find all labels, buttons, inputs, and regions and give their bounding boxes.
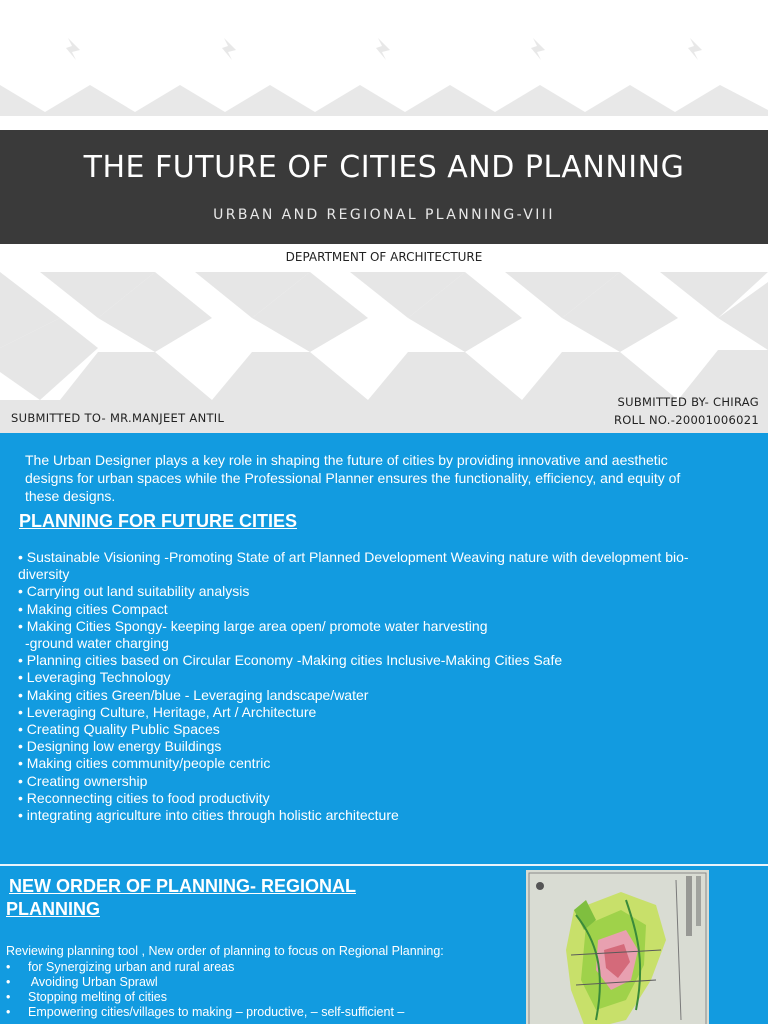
department-label: DEPARTMENT OF ARCHITECTURE (285, 250, 483, 264)
regional-intro: Reviewing planning tool , New order of planning to focus on Regional Planning: (6, 944, 444, 958)
submitted-to: SUBMITTED TO- MR.MANJEET ANTIL (11, 411, 225, 425)
intro-paragraph: The Urban Designer plays a key role in shaping the future of cities by providing innovative and aesthetic designs for urban spaces while the Professional Planner ensures the functionality, efficiency, and equity of these designs. (25, 452, 681, 504)
list-item: • Making Cities Spongy- keeping large area open/ promote water harvesting (18, 617, 488, 634)
bullet-glyph: • (6, 960, 11, 974)
roll-number: ROLL NO.-20001006021 (614, 413, 759, 427)
list-item: • Making cities Compact (18, 600, 168, 617)
section-heading (6, 875, 426, 921)
bullet-glyph: • (6, 975, 11, 989)
list-item: • Creating Quality Public Spaces (18, 721, 220, 738)
section-heading: PLANNING FOR FUTURE CITIES (19, 511, 297, 531)
regional-bullet-list (6, 960, 404, 1020)
list-item: • Reconnecting cities to food productivity (18, 789, 270, 806)
planning-bullet-list (18, 549, 738, 824)
title-band (0, 130, 768, 244)
list-item: • Sustainable Visioning -Promoting State of art Planned Development Weaving nature with development bio-diversity (18, 549, 689, 583)
list-item: -ground water charging (25, 635, 169, 652)
submitted-by: SUBMITTED BY- CHIRAG (617, 395, 759, 409)
list-item: • Leveraging Culture, Heritage, Art / Architecture (18, 703, 317, 720)
presentation-subtitle: URBAN AND REGIONAL PLANNING-VIII (213, 207, 555, 223)
bullet-glyph: • (6, 990, 11, 1004)
list-item: • Avoiding Urban Sprawl (6, 975, 158, 989)
list-item: • Making cities Green/blue - Leveraging landscape/water (18, 686, 369, 703)
regional-planning-slide (0, 866, 768, 1024)
regional-plan-map-image (526, 870, 709, 1024)
heading-line-1: NEW ORDER OF PLANNING- REGIONAL (9, 876, 356, 896)
list-item: • Creating ownership (18, 772, 148, 789)
list-item: • Making cities community/people centric (18, 755, 271, 772)
list-item: • Stopping melting of cities (6, 990, 167, 1004)
title-slide (0, 0, 768, 433)
planning-future-cities-slide (0, 433, 768, 864)
presentation-title: THE FUTURE OF CITIES AND PLANNING (83, 150, 685, 185)
list-item: • Designing low energy Buildings (18, 738, 222, 755)
bullet-glyph: • (6, 1005, 11, 1019)
heading-line-2: PLANNING (6, 899, 100, 919)
list-item: • Planning cities based on Circular Economy -Making cities Inclusive-Making Cities Safe (18, 652, 563, 669)
list-item: • Leveraging Technology (18, 669, 171, 686)
submitted-by-block (614, 393, 759, 429)
list-item: • for Synergizing urban and rural areas (6, 960, 235, 974)
list-item: • Carrying out land suitability analysis (18, 583, 250, 600)
list-item: • integrating agriculture into cities through holistic architecture (18, 807, 399, 824)
list-item: • Empowering cities/villages to making – productive, – self-sufficient – (6, 1005, 405, 1019)
